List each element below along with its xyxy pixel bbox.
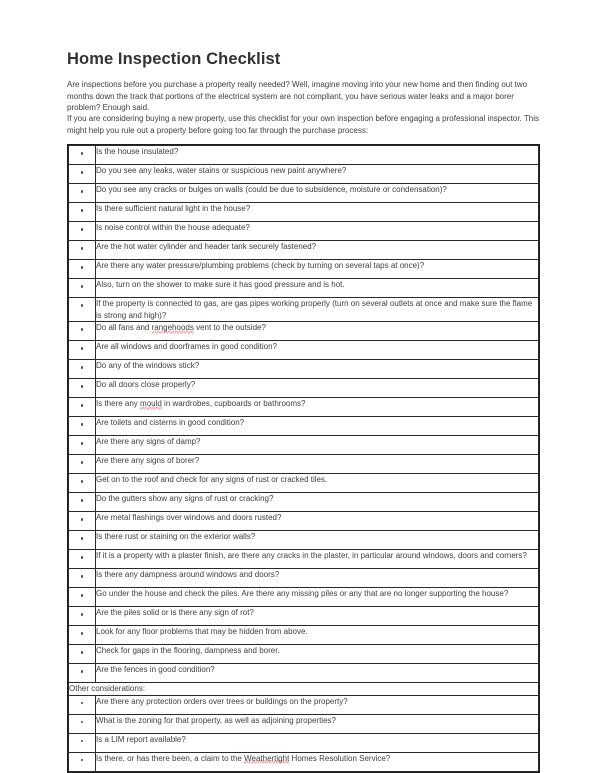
- bullet-icon: [69, 322, 96, 341]
- bullet-icon: [69, 417, 96, 436]
- checklist-item-label: Are the hot water cylinder and header tank securely fastened?: [96, 241, 539, 260]
- checklist-row[interactable]: [69, 733, 539, 752]
- bullet-icon: [69, 436, 96, 455]
- checklist-item-label: If it is a property with a plaster finish, are there any cracks in the plaster, in particular around windows, doors and corners?: [96, 550, 539, 569]
- checklist-item-label: Is there rust or staining on the exterior walls?: [96, 531, 539, 550]
- checklist-row[interactable]: [69, 626, 539, 645]
- bullet-icon: [69, 360, 96, 379]
- checklist-row[interactable]: [69, 241, 539, 260]
- checklist-item-label: Are all windows and doorframes in good condition?: [96, 341, 539, 360]
- checklist-row[interactable]: [69, 398, 539, 417]
- checklist-row[interactable]: [69, 184, 539, 203]
- bullet-icon: [69, 531, 96, 550]
- bullet-icon: [69, 714, 96, 733]
- checklist-item-label: Are metal flashings over windows and doors rusted?: [96, 512, 539, 531]
- checklist-item-label: Check for gaps in the flooring, dampness and borer.: [96, 645, 539, 664]
- checklist-item-label: Is there sufficient natural light in the house?: [96, 203, 539, 222]
- bullet-icon: [69, 341, 96, 360]
- bullet-icon: [69, 550, 96, 569]
- bullet-icon: [69, 379, 96, 398]
- checklist-row[interactable]: [69, 203, 539, 222]
- checklist-item-label: Do you see any leaks, water stains or suspicious new paint anywhere?: [96, 165, 539, 184]
- checklist-item-label: Is a LIM report available?: [96, 733, 539, 752]
- checklist-row[interactable]: [69, 493, 539, 512]
- checklist-row[interactable]: [69, 752, 539, 771]
- bullet-icon: [69, 260, 96, 279]
- bullet-icon: [69, 298, 96, 322]
- intro-paragraph-1: Are inspections before you purchase a property really needed? Well, imagine moving into your new home and then finding out two months down the track that portions of the electrical system are not compliant, you have serious water leaks and a major borer problem? Enough said.: [67, 80, 528, 112]
- checklist-item-label: Do any of the windows stick?: [96, 360, 539, 379]
- checklist-item-label: Are the fences in good condition?: [96, 664, 539, 683]
- checklist-row[interactable]: [69, 531, 539, 550]
- bullet-icon: [69, 588, 96, 607]
- intro-text: [67, 79, 540, 136]
- checklist-item-label: Are there any signs of borer?: [96, 455, 539, 474]
- checklist-item-label: Is there any dampness around windows and doors?: [96, 569, 539, 588]
- checklist-item-label: Are the piles solid or is there any sign of rot?: [96, 607, 539, 626]
- checklist-item-label: Is there any mould in wardrobes, cupboards or bathrooms?: [96, 398, 539, 417]
- checklist-body: [69, 146, 539, 772]
- checklist-row[interactable]: [69, 341, 539, 360]
- bullet-icon: [69, 203, 96, 222]
- bullet-icon: [69, 184, 96, 203]
- spellcheck-error: Weathertight: [244, 753, 290, 763]
- bullet-icon: [69, 455, 96, 474]
- intro-paragraph-2: If you are considering buying a new property, use this checklist for your own inspection before engaging a professional inspector. This might help you rule out a property before going too far through the purchase process:: [67, 114, 539, 135]
- checklist-item-label: Do you see any cracks or bulges on walls (could be due to subsidence, moisture or condensation)?: [96, 184, 539, 203]
- checklist-item-label: Is the house insulated?: [96, 146, 539, 165]
- bullet-icon: [69, 752, 96, 771]
- page-title: Home Inspection Checklist: [67, 50, 281, 68]
- checklist-row[interactable]: [69, 588, 539, 607]
- checklist-row[interactable]: [69, 222, 539, 241]
- checklist-row[interactable]: [69, 298, 539, 322]
- checklist-row[interactable]: [69, 146, 539, 165]
- checklist-item-label: Look for any floor problems that may be hidden from above.: [96, 626, 539, 645]
- checklist-item-label: Are there any signs of damp?: [96, 436, 539, 455]
- checklist-item-label: What is the zoning for that property, as well as adjoining properties?: [96, 714, 539, 733]
- checklist-table: [68, 145, 539, 772]
- checklist-item-label: Is there, or has there been, a claim to the Weathertight Homes Resolution Service?: [96, 752, 539, 771]
- checklist-item-label: Are there any water pressure/plumbing problems (check by turning on several taps at once)?: [96, 260, 539, 279]
- checklist-item-label: Do the gutters show any signs of rust or cracking?: [96, 493, 539, 512]
- checklist-row[interactable]: [69, 607, 539, 626]
- bullet-icon: [69, 279, 96, 298]
- bullet-icon: [69, 569, 96, 588]
- checklist-item-label: Do all fans and rangehoods vent to the outside?: [96, 322, 539, 341]
- checklist-row[interactable]: [69, 379, 539, 398]
- checklist-item-label: Do all doors close properly?: [96, 379, 539, 398]
- bullet-icon: [69, 241, 96, 260]
- checklist-item-label: Are toilets and cisterns in good condition?: [96, 417, 539, 436]
- checklist-item-label: Get on to the roof and check for any signs of rust or cracked tiles.: [96, 474, 539, 493]
- checklist-item-label: Also, turn on the shower to make sure it has good pressure and is hot.: [96, 279, 539, 298]
- bullet-icon: [69, 626, 96, 645]
- checklist-item-label: Go under the house and check the piles. Are there any missing piles or any that are no longer supporting the house?: [96, 588, 539, 607]
- checklist-row[interactable]: [69, 550, 539, 569]
- checklist-row[interactable]: [69, 645, 539, 664]
- spellcheck-error: rangehoods: [151, 323, 194, 333]
- spellcheck-error: mould: [140, 399, 162, 409]
- bullet-icon: [69, 645, 96, 664]
- bullet-icon: [69, 664, 96, 683]
- checklist-row[interactable]: [69, 417, 539, 436]
- section-header-row: [69, 683, 539, 696]
- checklist-item-label: If the property is connected to gas, are gas pipes working properly (turn on several outlets at once and make sure the flame is strong and high)?: [96, 298, 539, 322]
- bullet-icon: [69, 222, 96, 241]
- checklist-row[interactable]: [69, 474, 539, 493]
- document-content: [67, 50, 540, 773]
- checklist-row[interactable]: [69, 260, 539, 279]
- checklist-row[interactable]: [69, 714, 539, 733]
- checklist-row[interactable]: [69, 279, 539, 298]
- bullet-icon: [69, 607, 96, 626]
- checklist-row[interactable]: [69, 360, 539, 379]
- section-header-label: Other considerations:: [69, 683, 539, 696]
- bullet-icon: [69, 493, 96, 512]
- bullet-icon: [69, 398, 96, 417]
- bullet-icon: [69, 733, 96, 752]
- checklist-row[interactable]: [69, 455, 539, 474]
- checklist-row[interactable]: [69, 695, 539, 714]
- checklist-row[interactable]: [69, 512, 539, 531]
- checklist-row[interactable]: [69, 322, 539, 341]
- bullet-icon: [69, 165, 96, 184]
- bullet-icon: [69, 512, 96, 531]
- checklist-table-wrapper: [67, 144, 540, 773]
- bullet-icon: [69, 695, 96, 714]
- checklist-row[interactable]: [69, 569, 539, 588]
- bullet-icon: [69, 146, 96, 165]
- checklist-item-label: Is noise control within the house adequate?: [96, 222, 539, 241]
- checklist-row[interactable]: [69, 436, 539, 455]
- checklist-row[interactable]: [69, 165, 539, 184]
- checklist-item-label: Are there any protection orders over trees or buildings on the property?: [96, 695, 539, 714]
- checklist-row[interactable]: [69, 664, 539, 683]
- bullet-icon: [69, 474, 96, 493]
